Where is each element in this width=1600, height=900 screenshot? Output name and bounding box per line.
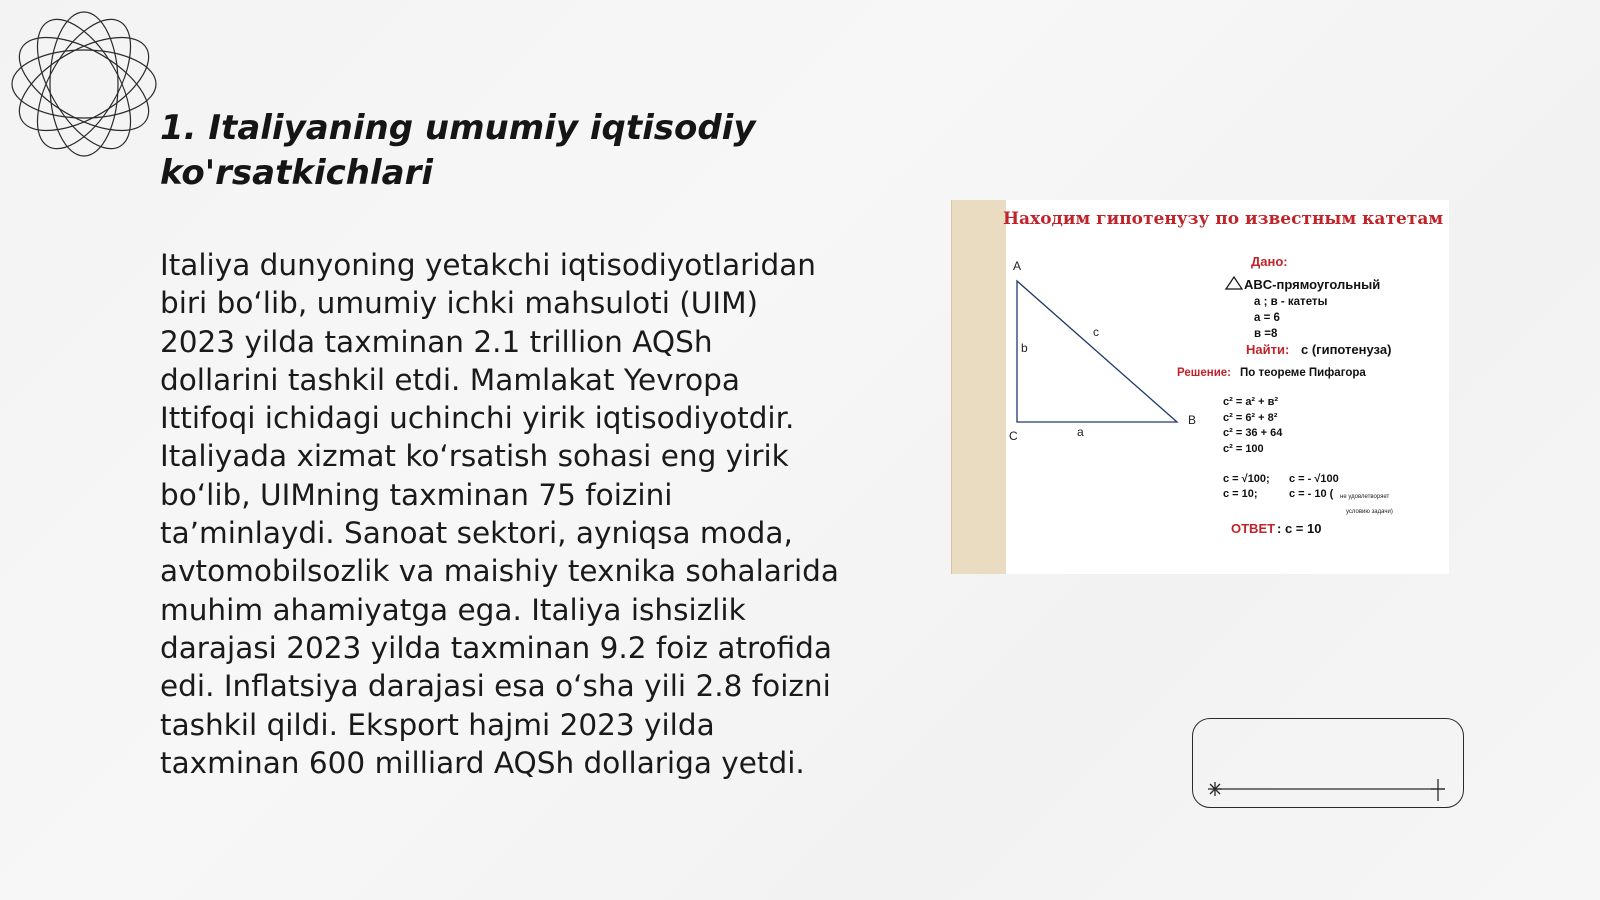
equation-1: c² = a² + в²	[1223, 396, 1279, 408]
side-a-label: a	[1077, 425, 1084, 439]
solution-value: По теореме Пифагора	[1240, 367, 1366, 379]
answer-label: ОТВЕТ	[1231, 521, 1276, 536]
given-line-2: а ; в - катеты	[1254, 296, 1328, 308]
circular-ornament-icon	[8, 8, 160, 160]
decorative-line-box	[1192, 718, 1464, 808]
given-line-3: а = 6	[1254, 312, 1280, 324]
root-negative: c = - √100	[1289, 473, 1339, 485]
find-label: Найти:	[1246, 342, 1290, 357]
slide-title: 1. Italiyaning umumiy iqtisodiy ko'rsatkichlari	[160, 108, 756, 193]
result-negative: c = - 10 (	[1289, 488, 1334, 500]
note-line-1: не удовлетворяет	[1340, 494, 1390, 500]
root-positive: c = √100;	[1223, 473, 1270, 485]
equation-3: c² = 36 + 64	[1223, 427, 1283, 439]
right-triangle	[1017, 281, 1177, 422]
vertex-b-label: B	[1188, 413, 1197, 427]
find-value: с (гипотенуза)	[1301, 342, 1392, 357]
pythagoras-figure	[951, 200, 1449, 574]
result-positive: c = 10;	[1223, 488, 1258, 500]
vertex-c-label: C	[1009, 429, 1018, 443]
given-label: Дано:	[1251, 254, 1288, 269]
figure-title: Находим гипотенузу по известным катетам	[1003, 209, 1444, 229]
note-line-2: условию задачи)	[1346, 509, 1393, 515]
given-line-4: в =8	[1254, 328, 1278, 340]
sparkle-icon	[1208, 782, 1222, 796]
triangle-icon	[1226, 277, 1242, 289]
solution-label: Решение:	[1177, 367, 1232, 379]
side-c-label: c	[1093, 325, 1099, 339]
cross-marker-icon	[1431, 779, 1445, 801]
vertex-a-label: A	[1013, 259, 1022, 273]
equation-2: c² = 6² + 8²	[1223, 412, 1278, 424]
slide-body-text: Italiya dunyoning yetakchi iqtisodiyotlaridan biri bo‘lib, umumiy ichki mahsuloti (UIM) 2023 yilda taxminan 2.1 trillion AQSh dollarini tashkil etdi. Mamlakat Yevropa Ittifoqi ichidagi uchinchi yirik iqtisodiyotdir. Italiyada xizmat ko‘rsatish sohasi eng yirik bo‘lib, UIMning taxminan 75 foizini ta’minlaydi. Sanoat sektori, ayniqsa moda, avtomobilsozlik va maishiy texnika sohalarida muhim ahamiyatga ega. Italiya ishsizlik darajasi 2023 yilda taxminan 9.2 foiz atrofida edi. Inflatsiya darajasi esa o‘sha yili 2.8 foizni tashkil qildi. Eksport hajmi 2023 yilda taxminan 600 milliard AQSh dollariga yetdi.	[160, 248, 839, 780]
answer-value: : c = 10	[1277, 521, 1322, 536]
equation-4: c² = 100	[1223, 443, 1264, 455]
side-b-label: b	[1021, 341, 1028, 355]
given-line-1: ABC-прямоугольный	[1244, 277, 1381, 292]
